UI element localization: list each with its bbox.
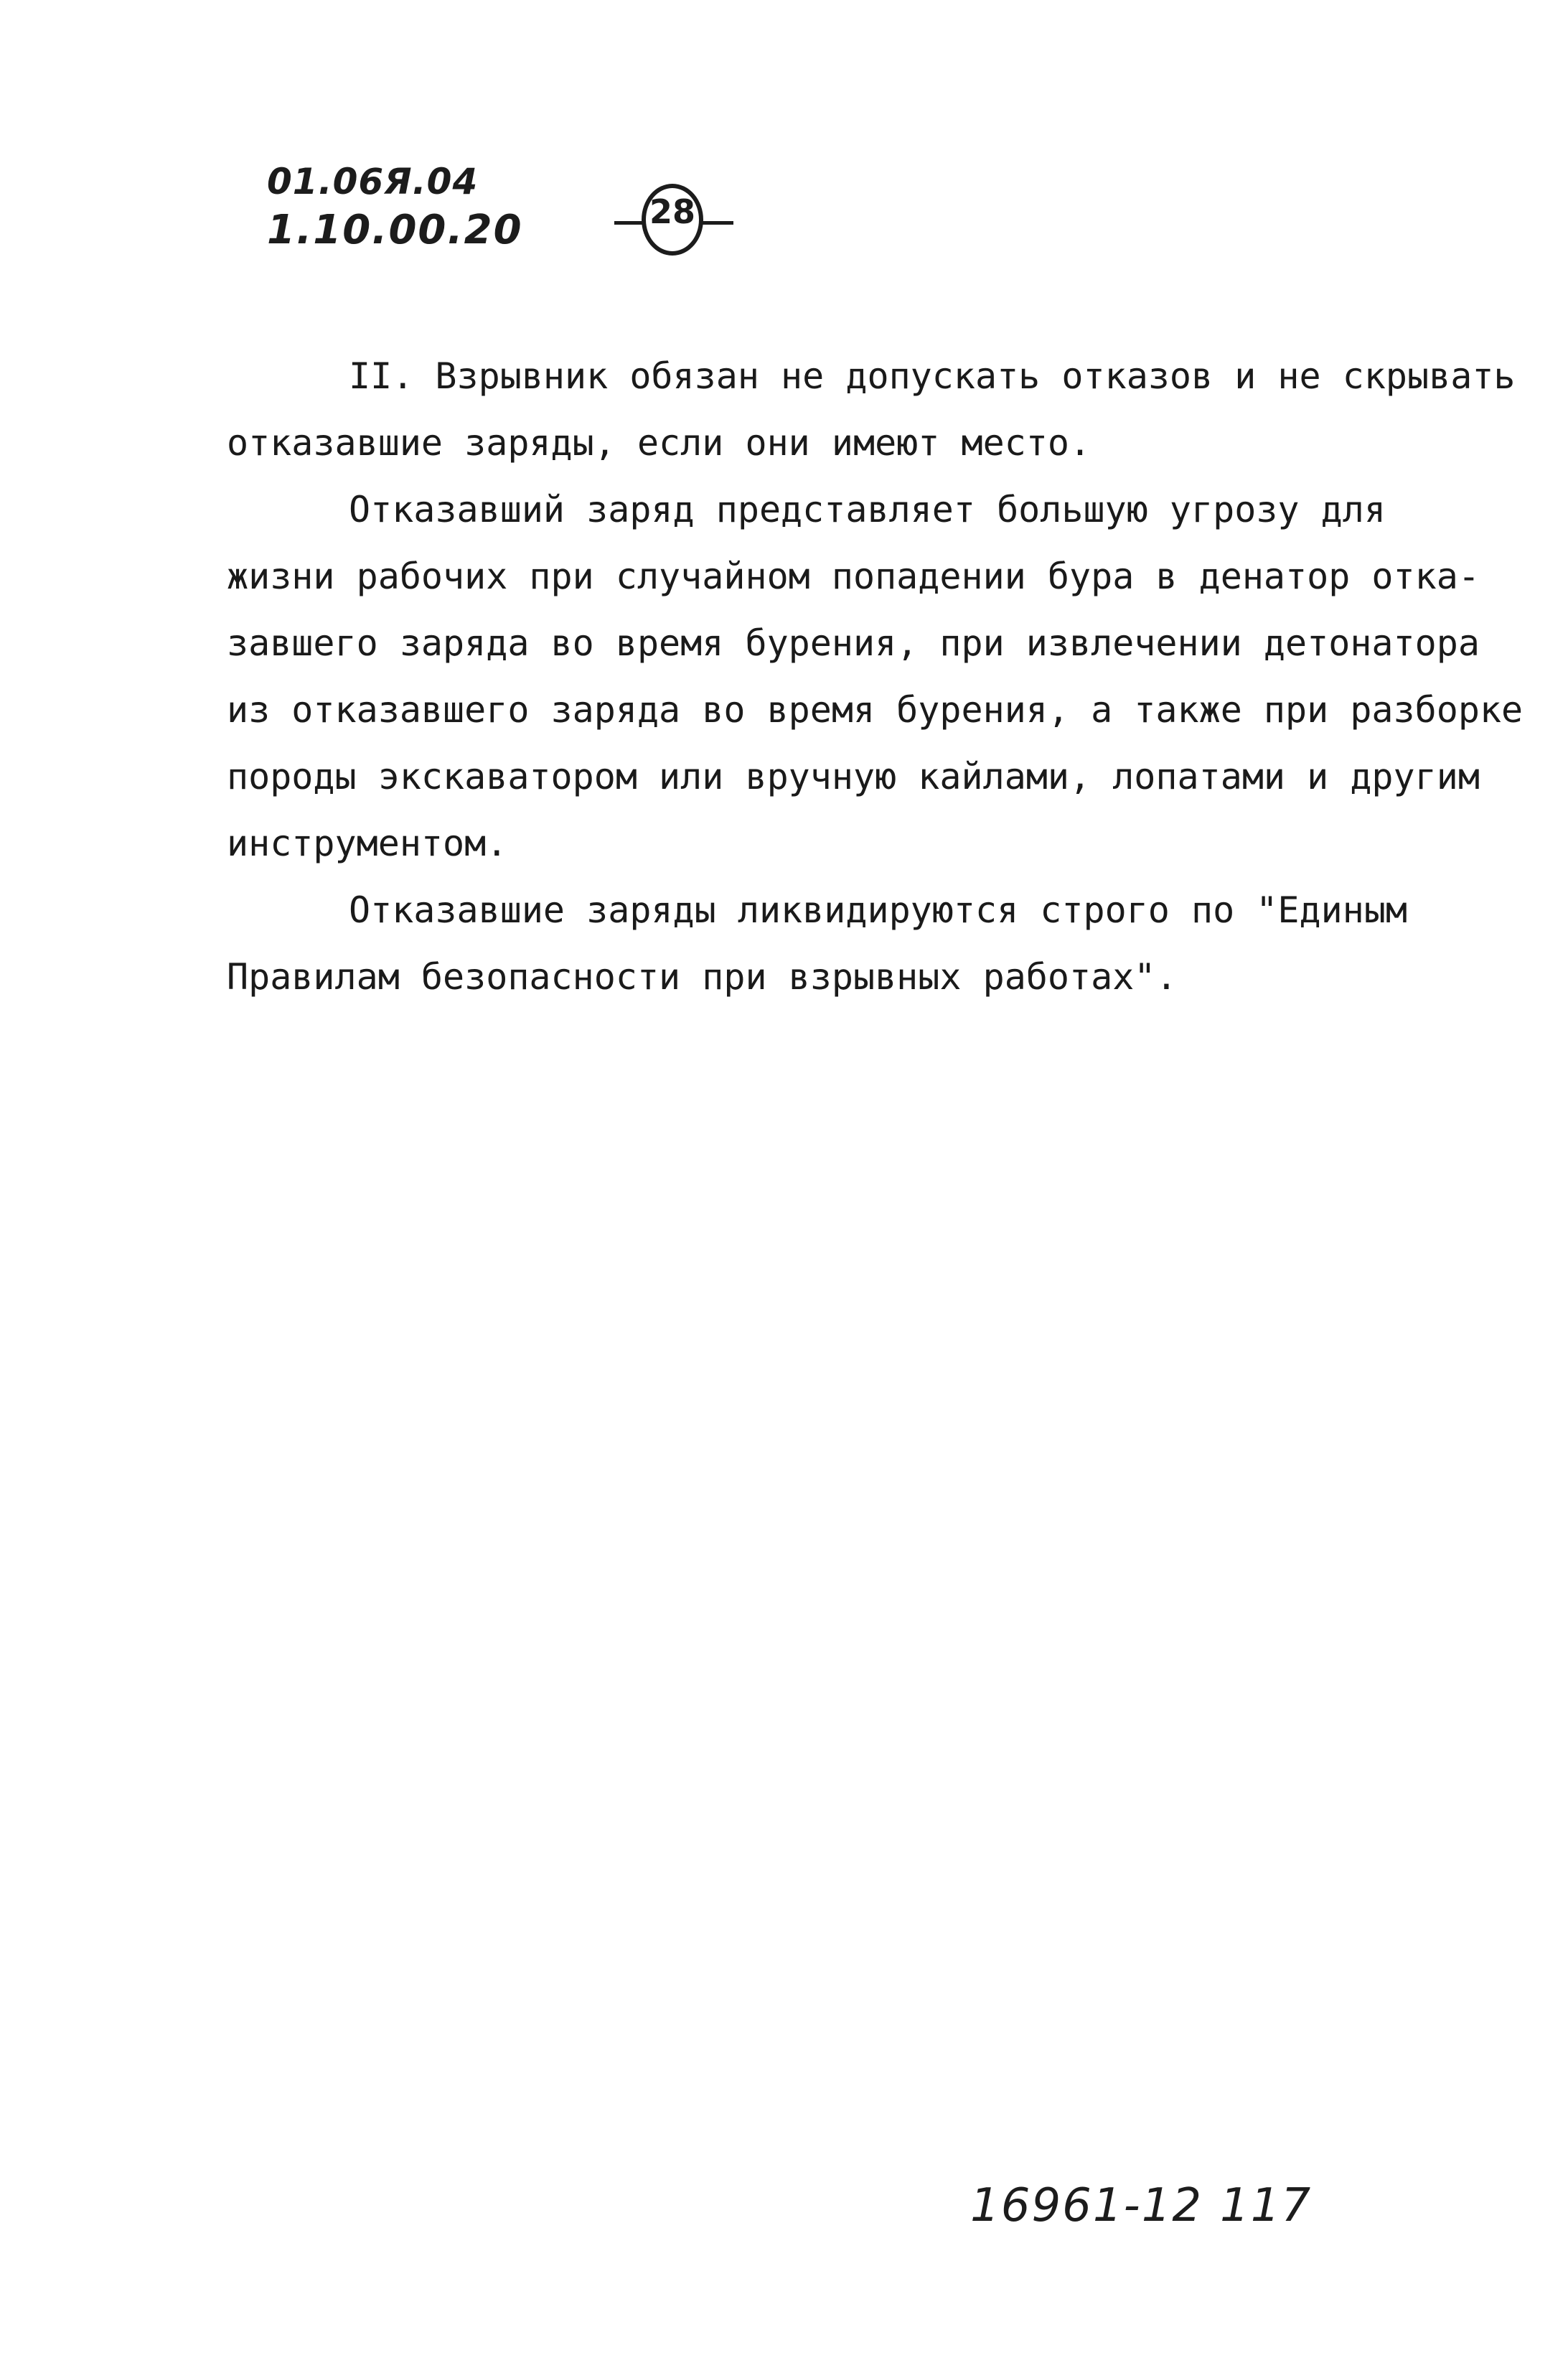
document-code-line-1: 01.06Я.04: [267, 161, 479, 202]
footer-page-number: 117: [1220, 2179, 1313, 2232]
paragraph-line: из отказавшего заряда во время бурения, а также при разборке: [227, 689, 1524, 731]
page-number-marker: [610, 172, 739, 266]
paragraph-line: Отказавший заряд представляет большую угрозу для: [349, 489, 1386, 530]
paragraph-line: породы экскаватором или вручную кайлами, лопатами и другим: [227, 756, 1480, 797]
paragraph-3: [227, 877, 1461, 1011]
paragraph-2: [227, 477, 1524, 877]
footer-document-number: 16961-12: [970, 2179, 1203, 2232]
paragraph-line: жизни рабочих при случайном попадении бура в денатор отка-: [227, 556, 1480, 597]
marker-dash-right: [702, 221, 733, 225]
paragraph-line: завшего заряда во время бурения, при извлечении детонатора: [227, 622, 1480, 664]
paragraph-line: Отказавшие заряды ликвидируются строго по "Единым: [349, 889, 1408, 931]
document-code-line-2: 1.10.00.20: [267, 207, 523, 253]
paragraph-line: II. Взрывник обязан не допускать отказов и не скрывать: [349, 355, 1516, 397]
marker-page-number: 28: [649, 192, 695, 231]
paragraph-line: отказавшие заряды, если они имеют место.: [227, 422, 1092, 464]
paragraph-line: Правилам безопасности при взрывных работах".: [227, 956, 1178, 998]
body-text: [227, 343, 1524, 1011]
paragraph-1: [227, 343, 1516, 477]
paragraph-line: инструментом.: [227, 823, 508, 864]
